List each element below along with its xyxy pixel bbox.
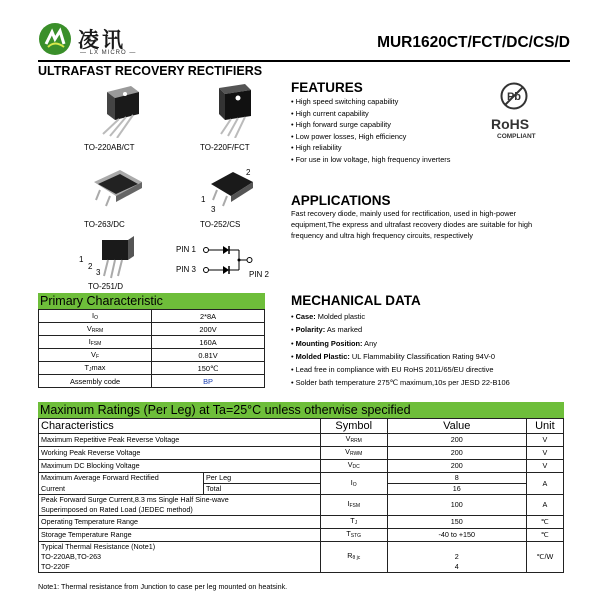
table-row: Maximum Average Forward Rectified Per Leg $I_O$ 8 A xyxy=(39,473,564,484)
feature-item: • For use in low voltage, high frequency inverters xyxy=(291,154,450,166)
mechanical-item: • Polarity: As marked xyxy=(291,323,510,336)
feature-item: • High forward surge capability xyxy=(291,119,450,131)
pin2-label: PIN 2 xyxy=(249,270,270,279)
feature-item: • Low power losses, High efficiency xyxy=(291,131,450,143)
column-header: Value xyxy=(387,419,526,434)
table-row: Operating Temperature Range $T_J$ 150 ℃ xyxy=(39,516,564,529)
to220ab-package-image xyxy=(95,86,155,138)
pin-number-label: 1 xyxy=(79,255,84,264)
column-header: Symbol xyxy=(320,419,387,434)
pin-number-label: 3 xyxy=(211,205,216,214)
table-row: $I_{FSM}$ 160A xyxy=(39,336,265,349)
to263-package-image xyxy=(90,166,146,214)
feature-item: • High reliability xyxy=(291,142,450,154)
feature-item: • High current capability xyxy=(291,108,450,120)
pin3-label: PIN 3 xyxy=(176,265,197,274)
lead-free-icon xyxy=(500,82,528,110)
company-logo-icon xyxy=(38,22,72,56)
pin-number-label: 3 xyxy=(96,268,101,277)
mechanical-item: • Case: Molded plastic xyxy=(291,310,510,323)
applications-text: Fast recovery diode, mainly used for rectification, used in high-power equipment,The express and ultrafast recovery diodes are suitable for high frequency and ultra high frequency circuits, respectively xyxy=(291,209,533,241)
ratings-footnote: Note1: Thermal resistance from Junction to case per leg mounted on heatsink. xyxy=(38,582,288,591)
table-header-row xyxy=(39,419,564,434)
table-row: Typical Thermal Resistance (Note1) TO-220AB,TO-263 TO-220F $R_{\theta jc}$ 2 4 ℃/W xyxy=(39,542,564,573)
table-row: Working Peak Reverse Voltage $V_{RWM}$ 200 V xyxy=(39,447,564,460)
table-row: $I_O$ 2*8A xyxy=(39,310,265,323)
assembly-code-value: BP xyxy=(152,375,265,388)
table-row: Current Total 16 xyxy=(39,484,564,495)
package-label: TO-263/DC xyxy=(84,220,125,229)
package-label: TO-220AB/CT xyxy=(84,143,135,152)
table-row: $V_F$ 0.81V xyxy=(39,349,265,362)
package-label: TO-220F/FCT xyxy=(200,143,250,152)
to220f-package-image xyxy=(205,84,265,138)
mechanical-data-title: MECHANICAL DATA xyxy=(291,293,421,308)
table-row: Assembly code BP xyxy=(39,375,265,388)
features-list xyxy=(291,96,450,166)
page-title: ULTRAFAST RECOVERY RECTIFIERS xyxy=(38,64,263,78)
table-row: Maximum DC Blocking Voltage $V_{DC}$ 200 V xyxy=(39,460,564,473)
company-logo-subtext: — LX MICRO — xyxy=(80,50,137,56)
diode-schematic xyxy=(203,241,253,279)
mechanical-item: • Mounting Position: Any xyxy=(291,337,510,350)
maximum-ratings-title: Maximum Ratings (Per Leg) at Ta=25°C unless otherwise specified xyxy=(38,402,564,418)
package-label: TO-251/D xyxy=(88,282,123,291)
mechanical-item: • Lead free in compliance with EU RoHS 2011/65/EU directive xyxy=(291,363,510,376)
rohs-label: RoHS xyxy=(491,116,530,132)
applications-title: APPLICATIONS xyxy=(291,193,391,208)
maximum-ratings-table xyxy=(38,418,564,573)
pin-number-label: 2 xyxy=(246,168,251,177)
table-row: Maximum Repetitive Peak Reverse Voltage $V_{RRM}$ 200 V xyxy=(39,434,564,447)
mechanical-item: • Molded Plastic: UL Flammability Classification Rating 94V-0 xyxy=(291,350,510,363)
table-row: $T_J\max$ 150℃ xyxy=(39,362,265,375)
mechanical-data-list xyxy=(291,310,510,390)
pin1-label: PIN 1 xyxy=(176,245,197,254)
column-header: Characteristics xyxy=(39,419,321,434)
pin-number-label: 2 xyxy=(88,262,93,271)
pin-number-label: 1 xyxy=(201,195,206,204)
feature-item: • High speed switching capability xyxy=(291,96,450,108)
header-divider xyxy=(38,60,570,62)
part-number: MUR1620CT/FCT/DC/CS/D xyxy=(377,34,570,51)
table-row: Peak Forward Surge Current,8.3 ms Single Half Sine-wave Superimposed on Rated Load (JEDEC method) $I_{FSM}$ 100 A xyxy=(39,495,564,516)
primary-characteristic-title: Primary Characteristic xyxy=(38,293,265,309)
table-row: $V_{RRM}$ 200V xyxy=(39,323,265,336)
rohs-compliant-label: COMPLIANT xyxy=(497,133,536,140)
lead-free-mark: Pb xyxy=(506,91,522,103)
package-label: TO-252/CS xyxy=(200,220,241,229)
table-row: Storage Temperature Range $T_{STG}$ -40 to +150 ℃ xyxy=(39,529,564,542)
features-title: FEATURES xyxy=(291,80,363,95)
column-header: Unit xyxy=(526,419,563,434)
to251-package-image xyxy=(84,236,144,280)
company-logo-text: 凌讯 xyxy=(78,28,126,52)
mechanical-item: • Solder bath temperature 275℃ maximum,10s per JESD 22-B106 xyxy=(291,376,510,389)
primary-characteristic-table xyxy=(38,309,265,388)
